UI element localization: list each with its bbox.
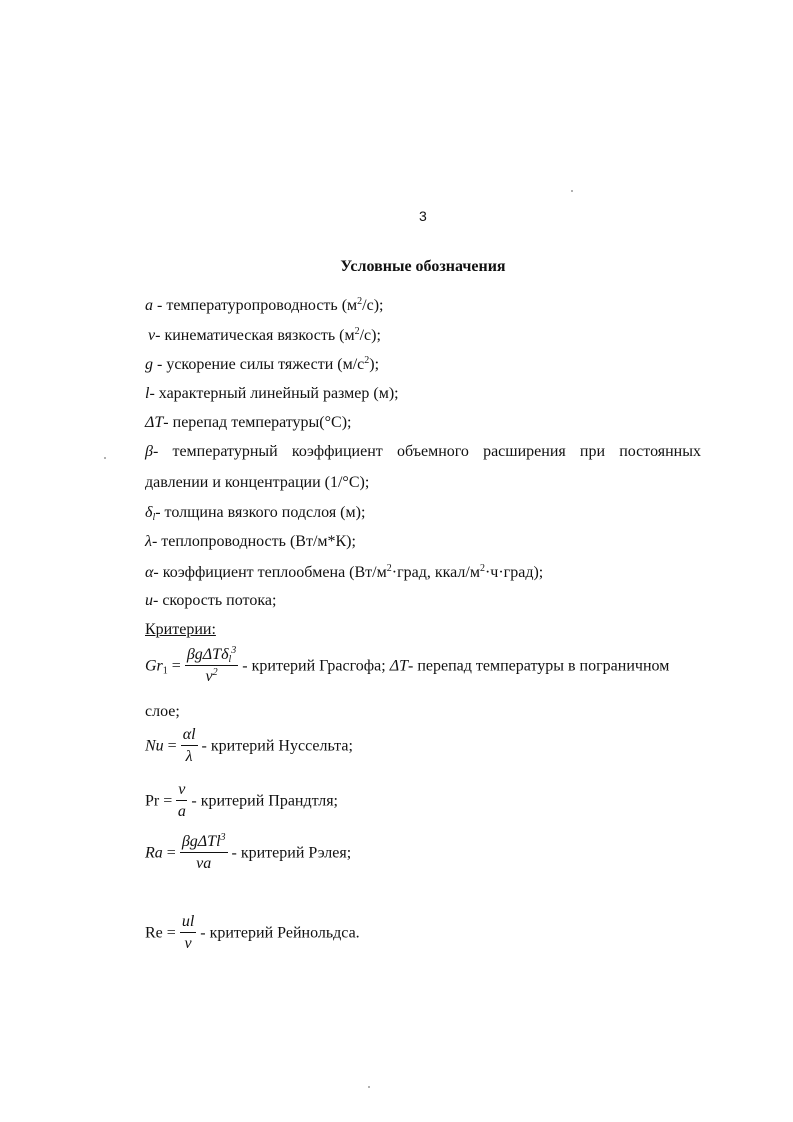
scan-speck [368, 1086, 370, 1088]
def-delta-l: $\delta_l-$ толщина вязкого подслоя (м); [145, 504, 366, 523]
symbol-beta: β [145, 443, 153, 460]
page-number: 3 [419, 208, 427, 224]
def-lambda: λ- теплопроводность (Вт/м*К); [145, 533, 356, 550]
def-nu: ν- кинематическая вязкость $(м^2/с)$; [148, 326, 381, 344]
symbol-a: a [145, 297, 153, 314]
criterion-grashof: $Gr_1$ = $\frac{\beta g\Delta T\delta_l^3}{\nu^2}$ - критерий Грасгофа; ΔT- перепад температуры в пограничном [145, 645, 670, 685]
def-u: u- скорость потока; [145, 592, 277, 609]
prandtl-fraction: $\frac{\nu}{a}$ [177, 781, 186, 820]
symbol-alpha: α [145, 564, 154, 581]
page-title: Условные обозначения [340, 258, 506, 275]
symbol-delta-t: ΔT [145, 414, 164, 431]
def-delta-t: ΔT- перепад температуры(°С); [145, 414, 352, 431]
def-a: a - температуропроводность $(м^2/с)$; [145, 296, 384, 314]
criterion-grashof-cont: слое; [145, 703, 180, 720]
nusselt-fraction: $\frac{\alpha l}{\lambda}$ [182, 726, 196, 765]
def-alpha: α- коэффициент теплообмена ($Вт/м^2\cdot град$, ккал/$м^2\cdot ч\cdot град$); [145, 563, 544, 581]
symbol-delta-l: δ [145, 504, 153, 521]
criteria-heading: Критерии: [145, 621, 216, 638]
scan-speck [571, 190, 573, 192]
grashof-fraction: $\frac{\beta g\Delta T\delta_l^3}{\nu^2}$ [186, 645, 237, 685]
def-g: g - ускорение силы тяжести $(м/с^2)$; [145, 355, 380, 373]
rayleigh-fraction: $\frac{\beta g\Delta Tl^3}{\nu a}$ [181, 832, 226, 872]
criterion-reynolds: Re = $\frac{ul}{\nu}$ - критерий Рейнольдса. [145, 913, 360, 952]
def-beta-cont: давлении и концентрации (1/°С); [145, 474, 370, 491]
def-l: l- характерный линейный размер (м); [145, 385, 399, 402]
criterion-prandtl: Pr = $\frac{\nu}{a}$ - критерий Прандтля; [145, 781, 338, 820]
symbol-nu: ν [148, 327, 156, 344]
reynolds-fraction: $\frac{ul}{\nu}$ [181, 913, 195, 952]
symbol-g: g [145, 356, 153, 373]
scan-speck [104, 457, 106, 459]
symbol-l: l [145, 385, 150, 402]
symbol-u: u [145, 592, 153, 609]
criterion-nusselt: Nu = $\frac{\alpha l}{\lambda}$ - критерий Нуссельта; [145, 726, 353, 765]
def-beta: β- температурный коэффициент объемного расширения при постоянных [145, 443, 701, 460]
symbol-lambda: λ [145, 533, 152, 550]
criterion-rayleigh: Ra = $\frac{\beta g\Delta Tl^3}{\nu a}$ - критерий Рэлея; [145, 832, 352, 872]
